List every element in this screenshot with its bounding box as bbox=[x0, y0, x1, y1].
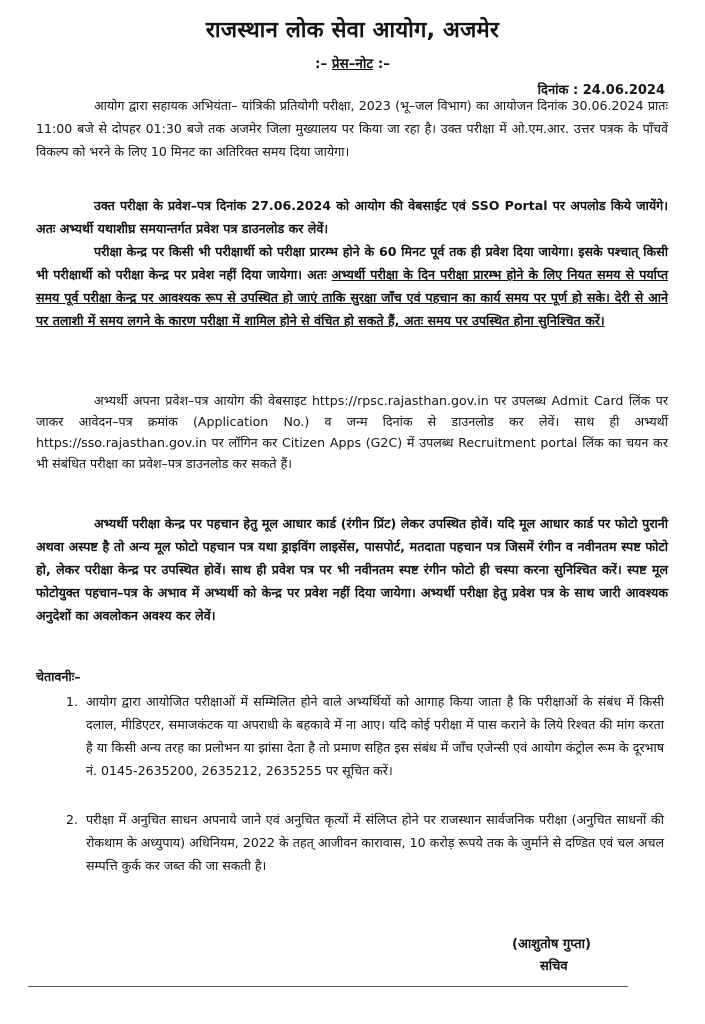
paragraph-admit-card-upload: उक्त परीक्षा के प्रवेश–पत्र दिनांक 27.06.2024 को आयोग की वेबसाईट एवं SSO Portal पर अपलोड किये जायेंगे। अतः अभ्यर्थी यथाशीघ्र समयान्तर्गत प्रवेश पत्र डाउनलोड कर लेवें। bbox=[36, 198, 668, 236]
subtitle-prefix: :– bbox=[314, 56, 332, 72]
list-item-text: आयोग द्वारा आयोजित परीक्षाओं में सम्मिलित होने वाले अभ्यर्थियों को आगाह किया जाता है कि परीक्षाओं के संबंध में किसी दलाल, मीडिएटर, समाजकंटक या अपराधी के बहकावे में ना आए। यदि कोई परीक्षा में पास कराने के लिये रिश्वत की मांग करता है या किसी अन्य तरह का प्रलोभन या झांसा देता है तो प्रमाण सहित इस संबंध में जाँच एजेन्सी एवं आयोग कंट्रोल रूम के दूरभाष नं. 0145-2635200, 2635212, 2635255 पर सूचित करें। bbox=[86, 694, 664, 778]
subtitle-text: प्रेस–नोट bbox=[331, 56, 374, 72]
paragraph-exam-schedule: आयोग द्वारा सहायक अभियंता– यांत्रिकी प्रतियोगी परीक्षा, 2023 (भू–जल विभाग) का आयोजन दिनांक 30.06.2024 प्रातः 11:00 बजे से दोपहर 01:30 बजे तक अजमेर जिला मुख्यालय पर किया जा रहा है। उक्त परीक्षा में ओ.एम.आर. उत्तर पत्रक के पाँचवें विकल्प को भरने के लिए 10 मिनट का अतिरिक्त समय दिया जायेगा। bbox=[36, 98, 668, 159]
warning-heading: चेतावनीः– bbox=[36, 669, 81, 684]
list-item-text: परीक्षा में अनुचित साधन अपनाये जाने एवं अनुचित कृत्यों में संलिप्त होने पर राजस्थान सार्वजनिक परीक्षा (अनुचित साधनों की रोकथाम के अध्युपाय) अधिनियम, 2022 के तहत् आजीवन कारावास, 10 करोड़ रूपये तक के जुर्माने से दण्डित एवं चल अचल सम्पत्ति कुर्क कर जब्त की जा सकती है। bbox=[86, 812, 664, 873]
signatory-name: (आशुतोष गुप्ता) bbox=[512, 937, 591, 952]
subtitle-suffix: :– bbox=[373, 56, 391, 72]
press-note-subtitle bbox=[0, 54, 705, 72]
paragraph-entry-timing bbox=[36, 240, 668, 332]
entry-timing-underlined: अभ्यर्थी परीक्षा के दिन परीक्षा प्रारम्भ होने के लिए नियत समय से पर्याप्त समय पूर्व परीक्षा केन्द्र पर आवश्यक रूप से उपस्थित हो जाएं ताकि सुरक्षा जाँच एवं पहचान का कार्य समय पर पूर्ण हो सके। देरी से आने पर तलाशी में समय लगने के कारण परीक्षा में शामिल होने से वंचित हो सकते हैं, अतः समय पर उपस्थित होना सुनिश्चित करें। bbox=[36, 267, 669, 328]
entry-timing-text: परीक्षा केन्द्र पर किसी भी परीक्षार्थी को परीक्षा प्रारम्भ होने के 60 मिनट पूर्व तक ही प्रवेश दिया जायेगा। इसके पश्चात् किसी भी परीक्षार्थी को परीक्षा केन्द्र पर प्रवेश नहीं दिया जायेगा। अतः bbox=[36, 244, 668, 282]
bottom-divider bbox=[28, 986, 628, 987]
signatory-designation: सचिव bbox=[540, 959, 568, 974]
issue-date: दिनांक : 24.06.2024 bbox=[537, 83, 665, 98]
paragraph-identity-proof: अभ्यर्थी परीक्षा केन्द्र पर पहचान हेतु मूल आधार कार्ड (रंगीन प्रिंट) लेकर उपस्थित होवें। यदि मूल आधार कार्ड पर फोटो पुरानी अथवा अस्पष्ट है तो अन्य मूल फोटो पहचान पत्र यथा ड्राइविंग लाइसेंस, पासपोर्ट, मतदाता पहचान पत्र जिसमें रंगीन व नवीनतम स्पष्ट फोटो हो, लेकर परीक्षा केन्द्र पर उपस्थित होवें। साथ ही प्रवेश पत्र पर भी नवीनतम स्पष्ट रंगीन फोटो ही चस्पा करना सुनिश्चित करें। स्पष्ट मूल फोटोयुक्त पहचान–पत्र के अभाव में अभ्यर्थी को केन्द्र पर प्रवेश नहीं दिया जायेगा। अभ्यर्थी परीक्षा हेतु प्रवेश पत्र के साथ जारी आवश्यक अनुदेशों का अवलोकन अवश्य कर लेवें। bbox=[36, 516, 668, 623]
list-item-number: 1. bbox=[66, 694, 79, 709]
list-item-number: 2. bbox=[66, 812, 79, 827]
paragraph-download-instructions: अभ्यर्थी अपना प्रवेश–पत्र आयोग की वेबसाइट https://rpsc.rajasthan.gov.in पर उपलब्ध Admit Card लिंक पर जाकर आवेदन–पत्र क्रमांक (Application No.) व जन्म दिनांक से डाउनलोड कर लेवें। साथ ही अभ्यर्थी https://sso.rajasthan.gov.in पर लॉगिन कर Citizen Apps (G2C) में उपलब्ध Recruitment portal लिंक का चयन कर भी संबंधित परीक्षा का प्रवेश–पत्र डाउनलोड कर सकते हैं। bbox=[36, 393, 668, 471]
commission-title: राजस्थान लोक सेवा आयोग, अजमेर bbox=[205, 18, 500, 43]
